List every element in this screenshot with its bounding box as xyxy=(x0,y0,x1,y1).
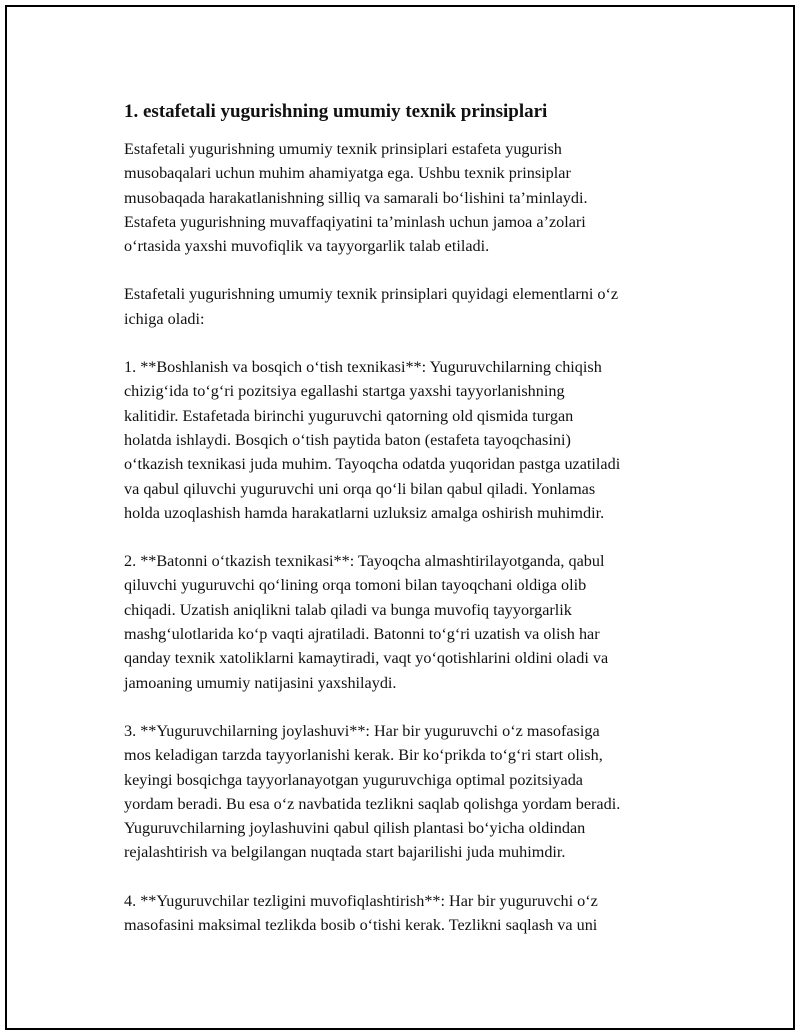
paragraph-item-2 xyxy=(124,549,694,695)
text-line: musobaqalari uchun muhim ahamiyatga ega. Ushbu texnik prinsiplar xyxy=(124,164,571,183)
text-line: Estafetali yugurishning umumiy texnik prinsiplari estafeta yugurish xyxy=(124,140,562,158)
text-line: qanday texnik xatoliklarni kamaytiradi, vaqt yo‘qotishlarini oldini oladi va xyxy=(124,649,609,668)
text-line: musobaqada harakatlanishning silliq va samarali bo‘lishini ta’minlaydi. xyxy=(124,188,588,207)
text-line: o‘rtasida yaxshi muvofiqlik va tayyorgarlik talab etiladi. xyxy=(124,237,490,256)
text-line: 4. **Yuguruvchilar tezligini muvofiqlashtirish**: Har bir yuguruvchi o‘z xyxy=(124,891,598,910)
text-line: ichiga oladi: xyxy=(124,309,205,328)
paragraph-item-4 xyxy=(124,889,694,938)
document-title: 1. estafetali yugurishning umumiy texnik prinsiplari xyxy=(124,101,548,122)
text-line: 3. **Yuguruvchilarning joylashuvi**: Har bir yuguruvchi o‘z masofasiga xyxy=(124,721,600,740)
text-line: kalitidir. Estafetada birinchi yuguruvchi qatorning old qismida turgan xyxy=(124,406,574,425)
text-line: Estafeta yugurishning muvaffaqiyatini ta’minlash uchun jamoa a’zolari xyxy=(124,212,586,231)
text-line: o‘tkazish texnikasi juda muhim. Tayoqcha odatda yuqoridan pastga uzatiladi xyxy=(124,455,621,474)
text-line: holda uzoqlashish hamda harakatlarni uzluksiz amalga oshirish muhimdir. xyxy=(124,503,605,522)
text-line: chiqadi. Uzatish aniqlikni talab qiladi va bunga muvofiq tayyorgarlik xyxy=(124,600,572,619)
text-line: mos keladigan tarzda tayyorlanishi kerak. Bir ko‘prikda to‘g‘ri start olish, xyxy=(124,746,603,765)
text-line: masofasini maksimal tezlikda bosib o‘tishi kerak. Tezlikni saqlash va uni xyxy=(124,916,598,935)
paragraph-elements-intro xyxy=(124,282,694,331)
paragraph-intro xyxy=(124,137,694,258)
text-line: Yuguruvchilarning joylashuvini qabul qilish plantasi bo‘yicha oldindan xyxy=(124,819,586,838)
text-line: jamoaning umumiy natijasini yaxshilaydi. xyxy=(124,673,397,692)
text-line: keyingi bosqichga tayyorlanayotgan yuguruvchiga optimal pozitsiyada xyxy=(124,770,583,789)
text-line: rejalashtirish va belgilangan nuqtada start bajarilishi juda muhimdir. xyxy=(124,843,566,862)
text-line: mashg‘ulotlarida ko‘p vaqti ajratiladi. Batonni to‘g‘ri uzatish va olish har xyxy=(124,625,600,644)
paragraph-item-3 xyxy=(124,719,694,865)
text-line: Estafetali yugurishning umumiy texnik prinsiplari quyidagi elementlarni o‘z xyxy=(124,285,619,304)
text-line: holatda ishlaydi. Bosqich o‘tish paytida baton (estafeta tayoqchasini) xyxy=(124,430,571,449)
text-line: qiluvchi yuguruvchi qo‘lining orqa tomoni bilan tayoqchani oldiga olib xyxy=(124,576,587,595)
text-line: yordam beradi. Bu esa o‘z navbatida tezlikni saqlab qolishga yordam beradi. xyxy=(124,794,621,813)
document-page xyxy=(5,5,795,1030)
text-line: 2. **Batonni o‘tkazish texnikasi**: Tayoqcha almashtirilayotganda, qabul xyxy=(124,552,605,571)
paragraph-item-1 xyxy=(124,355,694,525)
text-line: 1. **Boshlanish va bosqich o‘tish texnikasi**: Yuguruvchilarning chiqish xyxy=(124,358,602,377)
text-line: va qabul qiluvchi yuguruvchi uni orqa qo‘li bilan qabul qiladi. Yonlamas xyxy=(124,479,596,498)
document-body xyxy=(124,99,694,961)
text-line: chizig‘ida to‘g‘ri pozitsiya egallashi startga yaxshi tayyorlanishning xyxy=(124,382,565,401)
